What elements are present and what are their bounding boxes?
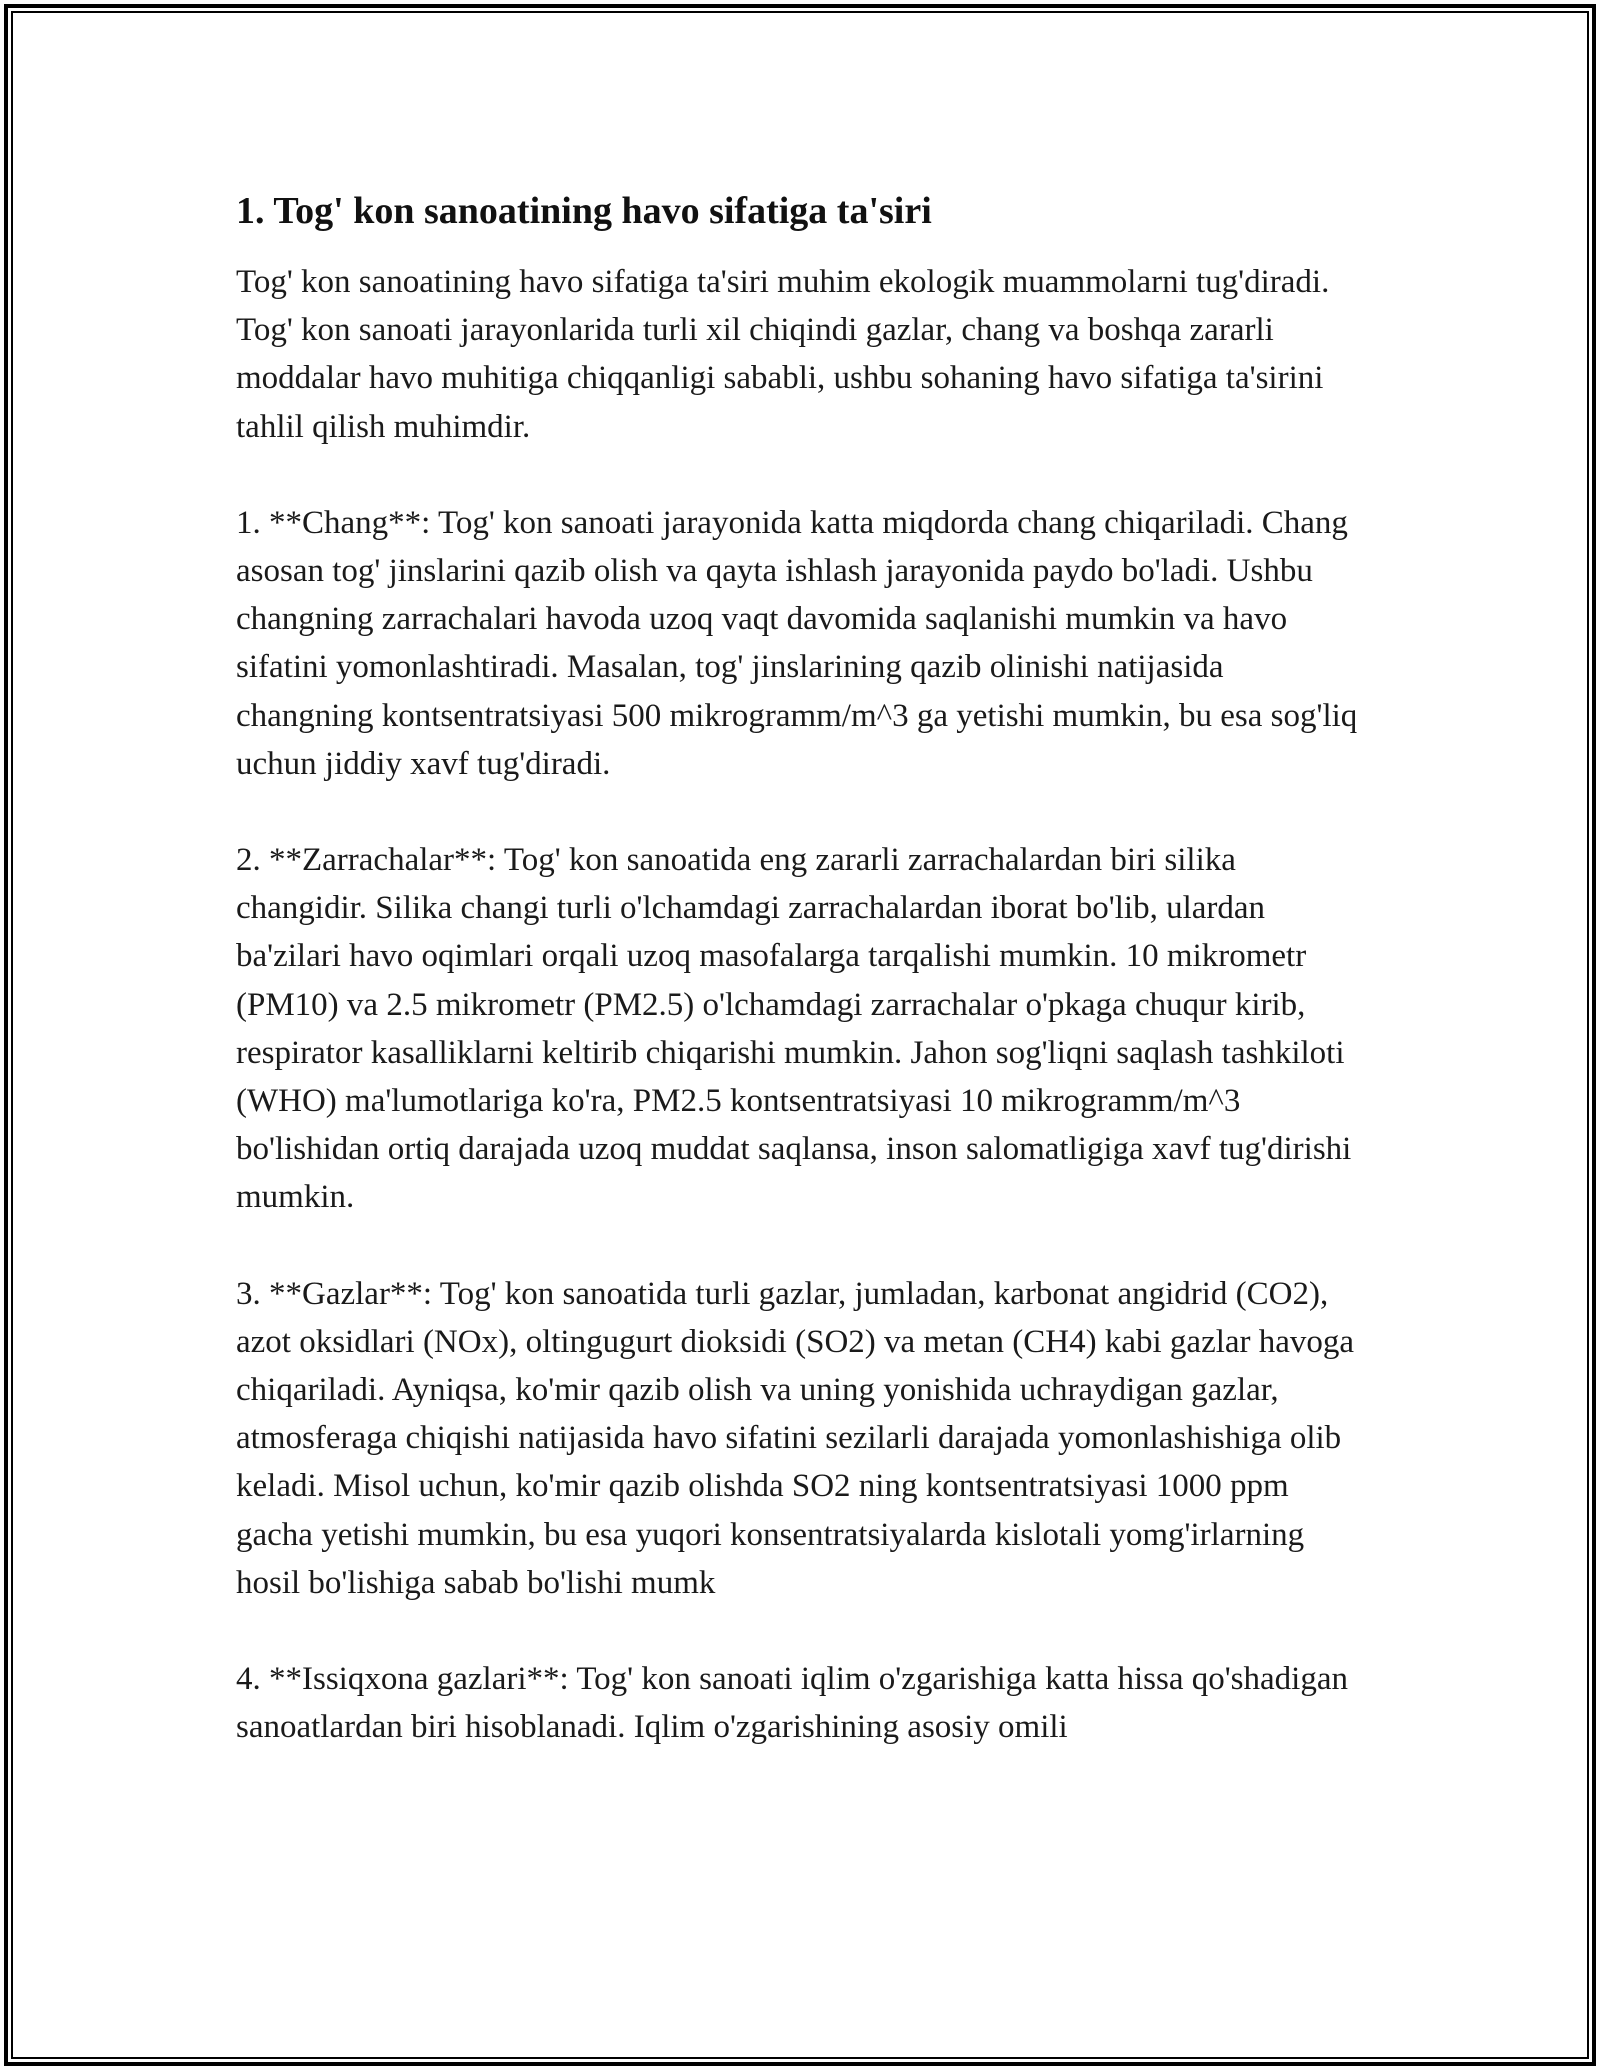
document-body <box>236 186 1366 1799</box>
zarrachalar-paragraph: 2. **Zarrachalar**: Tog' kon sanoatida eng zararli zarrachalardan biri silika changidir. Silika changi turli o'lchamdagi zarrachalardan iborat bo'lib, ulardan ba'zilari havo oqimlari orqali uzoq masofalarga tarqalishi mumkin. 10 mikrometr (PM10) va 2.5 mikrometr (PM2.5) o'lchamdagi zarrachalar o'pkaga chuqur kirib, respirator kasalliklarni keltirib chiqarishi mumkin. Jahon sog'liqni saqlash tashkiloti (WHO) ma'lumotlariga ko'ra, PM2.5 kontsentratsiyasi 10 mikrogramm/m^3 bo'lishidan ortiq darajada uzoq muddat saqlansa, inson salomatligiga xavf tug'dirishi mumkin. <box>236 842 1352 1216</box>
chang-paragraph: 1. **Chang**: Tog' kon sanoati jarayonida katta miqdorda chang chiqariladi. Chang asosan tog' jinslarini qazib olish va qayta ishlash jarayonida paydo bo'ladi. Ushbu changning zarrachalari havoda uzoq vaqt davomida saqlanishi mumkin va havo sifatini yomonlashtiradi. Masalan, tog' jinslarining qazib olinishi natijasida changning kontsentratsiyasi 500 mikrogramm/m^3 ga yetishi mumkin, bu esa sog'liq uchun jiddiy xavf tug'diradi. <box>236 504 1358 782</box>
intro-paragraph: Tog' kon sanoatining havo sifatiga ta'siri muhim ekologik muammolarni tug'diradi. Tog' kon sanoati jarayonlarida turli xil chiqindi gazlar, chang va boshqa zararli moddalar havo muhitiga chiqqanligi sababli, ushbu sohaning havo sifatiga ta'sirini tahlil qilish muhimdir. <box>236 264 1330 445</box>
issiqxona-gazlari-paragraph: 4. **Issiqxona gazlari**: Tog' kon sanoati iqlim o'zgarishiga katta hissa qo'shadigan sanoatlardan biri hisoblanadi. Iqlim o'zgarishining asosiy omili <box>236 1661 1348 1746</box>
section-heading: 1. Tog' kon sanoatining havo sifatiga ta'siri <box>236 190 932 232</box>
gazlar-paragraph: 3. **Gazlar**: Tog' kon sanoatida turli gazlar, jumladan, karbonat angidrid (CO2), azot oksidlari (NOx), oltingugurt dioksidi (SO2) va metan (CH4) kabi gazlar havoga chiqariladi. Ayniqsa, ko'mir qazib olish va uning yonishida uchraydigan gazlar, atmosferaga chiqishi natijasida havo sifatini sezilarli darajada yomonlashishiga olib keladi. Misol uchun, ko'mir qazib olishda SO2 ning kontsentratsiyasi 1000 ppm gacha yetishi mumkin, bu esa yuqori konsentratsiyalarda kislotali yomg'irlarning hosil bo'lishiga sabab bo'lishi mumk <box>236 1275 1355 1601</box>
